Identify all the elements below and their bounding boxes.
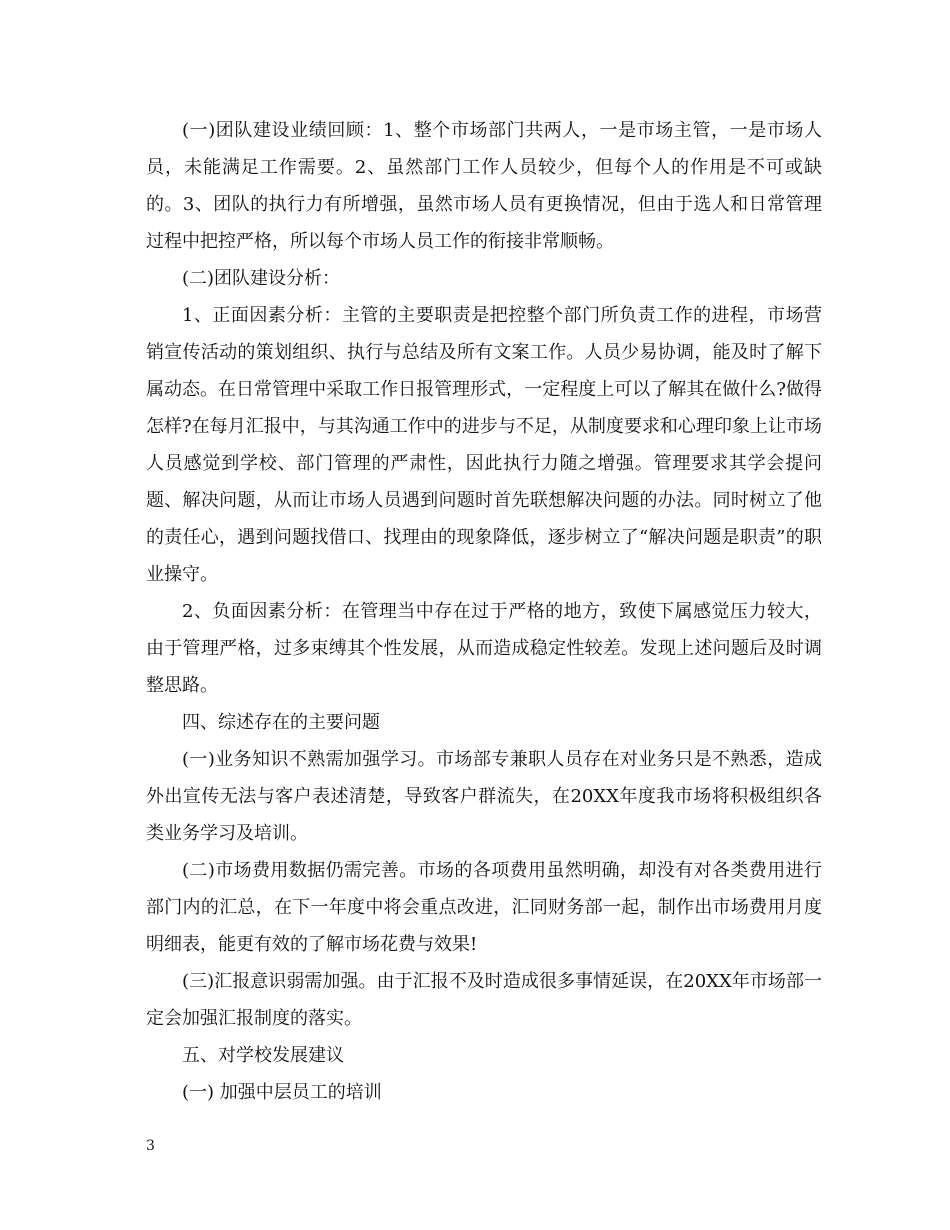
paragraph-staff-training: (一) 加强中层员工的培训 [182,1082,382,1103]
paragraph-positive-factors: 1、正面因素分析：主管的主要职责是把控整个部门所负责工作的进程，市场营销宣传活动的策划组织、执行与总结及所有文案工作。人员少易协调，能及时了解下属动态。在日常管理中采取工作日报管理形式，一定程度上可以了解其在做什么?做得怎样?在每月汇报中，与其沟通工作中的进步与不足，从制度要求和心理印象上让市场人员感觉到学校、部门管理的严肃性，因此执行力随之增强。管理要求其学会提问题、解决问题，从而让市场人员遇到问题时首先联想解决问题的办法。同时树立了他的责任心，遇到问题找借口、找理由的现象降低，逐步树立了“解决问题是职责”的职业操守。 [146,305,822,585]
paragraph-reporting-awareness: (三)汇报意识弱需加强。由于汇报不及时造成很多事情延误，在20XX年市场部一定会加强汇报制度的落实。 [146,971,822,1029]
paragraph-negative-factors: 2、负面因素分析：在管理当中存在过于严格的地方，致使下属感觉压力较大，由于管理严格，过多束缚其个性发展，从而造成稳定性较差。发现上述问题后及时调整思路。 [146,601,822,696]
document-body [146,112,822,1111]
section-heading-main-problems: 四、综述存在的主要问题 [182,712,380,733]
paragraph-market-expenses: (二)市场费用数据仍需完善。市场的各项费用虽然明确，却没有对各类费用进行部门内的汇总，在下一年度中将会重点改进，汇同财务部一起，制作出市场费用月度明细表，能更有效的了解市场花费与效果! [146,860,822,955]
paragraph-team-analysis-heading: (二)团队建设分析： [182,268,341,289]
section-heading-school-suggestions: 五、对学校发展建议 [182,1045,344,1066]
paragraph-business-knowledge: (一)业务知识不熟需加强学习。市场部专兼职人员存在对业务只是不熟悉，造成外出宣传无法与客户表述清楚，导致客户群流失，在20XX年度我市场将积极组织各类业务学习及培训。 [146,749,822,844]
paragraph-team-review: (一)团队建设业绩回顾：1、整个市场部门共两人，一是市场主管，一是市场人员，未能满足工作需要。2、虽然部门工作人员较少，但每个人的作用是不可或缺的。3、团队的执行力有所增强，虽然市场人员有更换情况，但由于选人和日常管理过程中把控严格，所以每个市场人员工作的衔接非常顺畅。 [146,120,822,252]
page-number: 3 [146,1138,155,1154]
